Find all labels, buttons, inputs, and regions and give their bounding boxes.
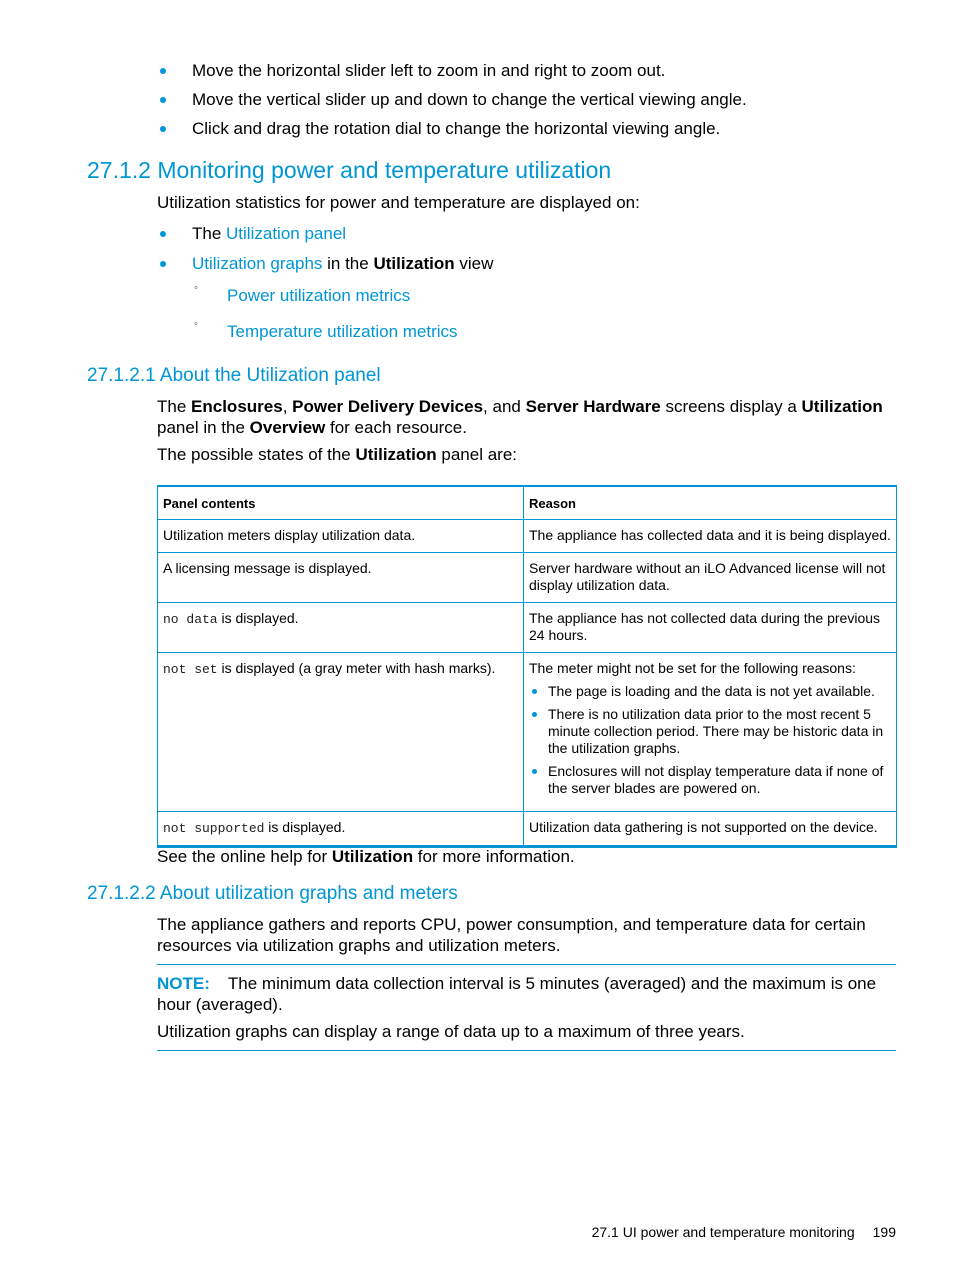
bullet-icon (532, 769, 537, 774)
bullet-icon (160, 126, 166, 132)
table-row (158, 603, 897, 653)
power-utilization-metrics-link[interactable]: Power utilization metrics (227, 286, 411, 305)
code-value: not set (163, 662, 218, 677)
table-cell: Server hardware without an iLO Advanced license will not display utilization data. (524, 553, 897, 603)
page-footer (592, 1224, 896, 1240)
panel-states-intro: The possible states of the Utilization panel are: (157, 445, 518, 464)
utilization-graphs-link[interactable]: Utilization graphs (192, 254, 323, 273)
sub-list-item (194, 282, 411, 306)
table-cell: The appliance has collected data and it is being displayed. (524, 520, 897, 553)
list-item: Enclosures will not display temperature data if none of the server blades are powered on. (529, 763, 891, 797)
subsection-heading: 27.1.2.2 About utilization graphs and meters (87, 883, 458, 904)
panel-states-table (157, 485, 897, 848)
circle-bullet-icon: ◦ (194, 282, 198, 294)
reason-bullet-list (529, 683, 891, 797)
code-value: no data (163, 612, 218, 627)
utilization-panel-link[interactable]: Utilization panel (226, 224, 347, 243)
table-cell: not set is displayed (a gray meter with hash marks). (158, 653, 524, 812)
note-bottom-divider (157, 1050, 896, 1051)
table-cell: no data is displayed. (158, 603, 524, 653)
page-number: 199 (872, 1224, 896, 1240)
list-item: There is no utilization data prior to the most recent 5 minute collection period. There may be historic data in the utilization graphs. (529, 706, 891, 757)
graphs-description: The appliance gathers and reports CPU, power consumption, and temperature data for certain resources via utilization graphs and utilization meters. (157, 915, 866, 955)
list-item: Move the horizontal slider left to zoom in and right to zoom out. (157, 56, 747, 85)
table-header-row (158, 486, 897, 520)
display-locations-list (157, 219, 493, 278)
note-text-2: Utilization graphs can display a range of data up to a maximum of three years. (157, 1022, 745, 1041)
table-cell: The appliance has not collected data during the previous 24 hours. (524, 603, 897, 653)
table-cell: not supported is displayed. (158, 812, 524, 847)
note-label: NOTE: (157, 974, 210, 993)
subsection-heading: 27.1.2.1 About the Utilization panel (87, 365, 381, 386)
list-item: The page is loading and the data is not yet available. (529, 683, 891, 700)
section-intro: Utilization statistics for power and temperature are displayed on: (157, 193, 640, 212)
column-header: Panel contents (158, 486, 524, 520)
circle-bullet-icon: ◦ (194, 318, 198, 330)
bullet-icon (160, 231, 166, 237)
bullet-icon (160, 261, 166, 267)
list-item: The Utilization panel (157, 219, 493, 248)
note-top-divider (157, 964, 896, 965)
online-help-note: See the online help for Utilization for more information. (157, 847, 575, 866)
column-header: Reason (524, 486, 897, 520)
temperature-utilization-metrics-link[interactable]: Temperature utilization metrics (227, 322, 458, 341)
footer-section-title: 27.1 UI power and temperature monitoring (591, 1224, 855, 1240)
list-item: Utilization graphs in the Utilization view (157, 249, 493, 278)
list-item: Click and drag the rotation dial to change the horizontal viewing angle. (157, 114, 747, 143)
bullet-icon (532, 689, 537, 694)
table-row (158, 520, 897, 553)
sub-list-item (194, 318, 458, 342)
list-item: Move the vertical slider up and down to change the vertical viewing angle. (157, 85, 747, 114)
panel-description: The Enclosures, Power Delivery Devices, and Server Hardware screens display a Utilization panel in the Overview for each resource. (157, 397, 883, 437)
table-cell: Utilization data gathering is not supported on the device. (524, 812, 897, 847)
table-row (158, 653, 897, 812)
bullet-icon (160, 68, 166, 74)
table-row (158, 812, 897, 847)
code-value: not supported (163, 821, 265, 836)
top-bullet-list (157, 56, 747, 143)
table-cell: Utilization meters display utilization data. (158, 520, 524, 553)
section-heading: 27.1.2 Monitoring power and temperature utilization (87, 157, 612, 183)
bullet-icon (160, 97, 166, 103)
table-row (158, 553, 897, 603)
table-cell: A licensing message is displayed. (158, 553, 524, 603)
note-text: NOTE: The minimum data collection interval is 5 minutes (averaged) and the maximum is one hour (averaged). (157, 974, 877, 1014)
table-cell: The meter might not be set for the following reasons: The page is loading and the data is not yet available. There is no utilization data prior to the most recent 5 minute collection period. There may be historic data in the utilization graphs. Enclosures will not display temperature data if none of the server blades are powered on. (524, 653, 897, 812)
bullet-icon (532, 712, 537, 717)
